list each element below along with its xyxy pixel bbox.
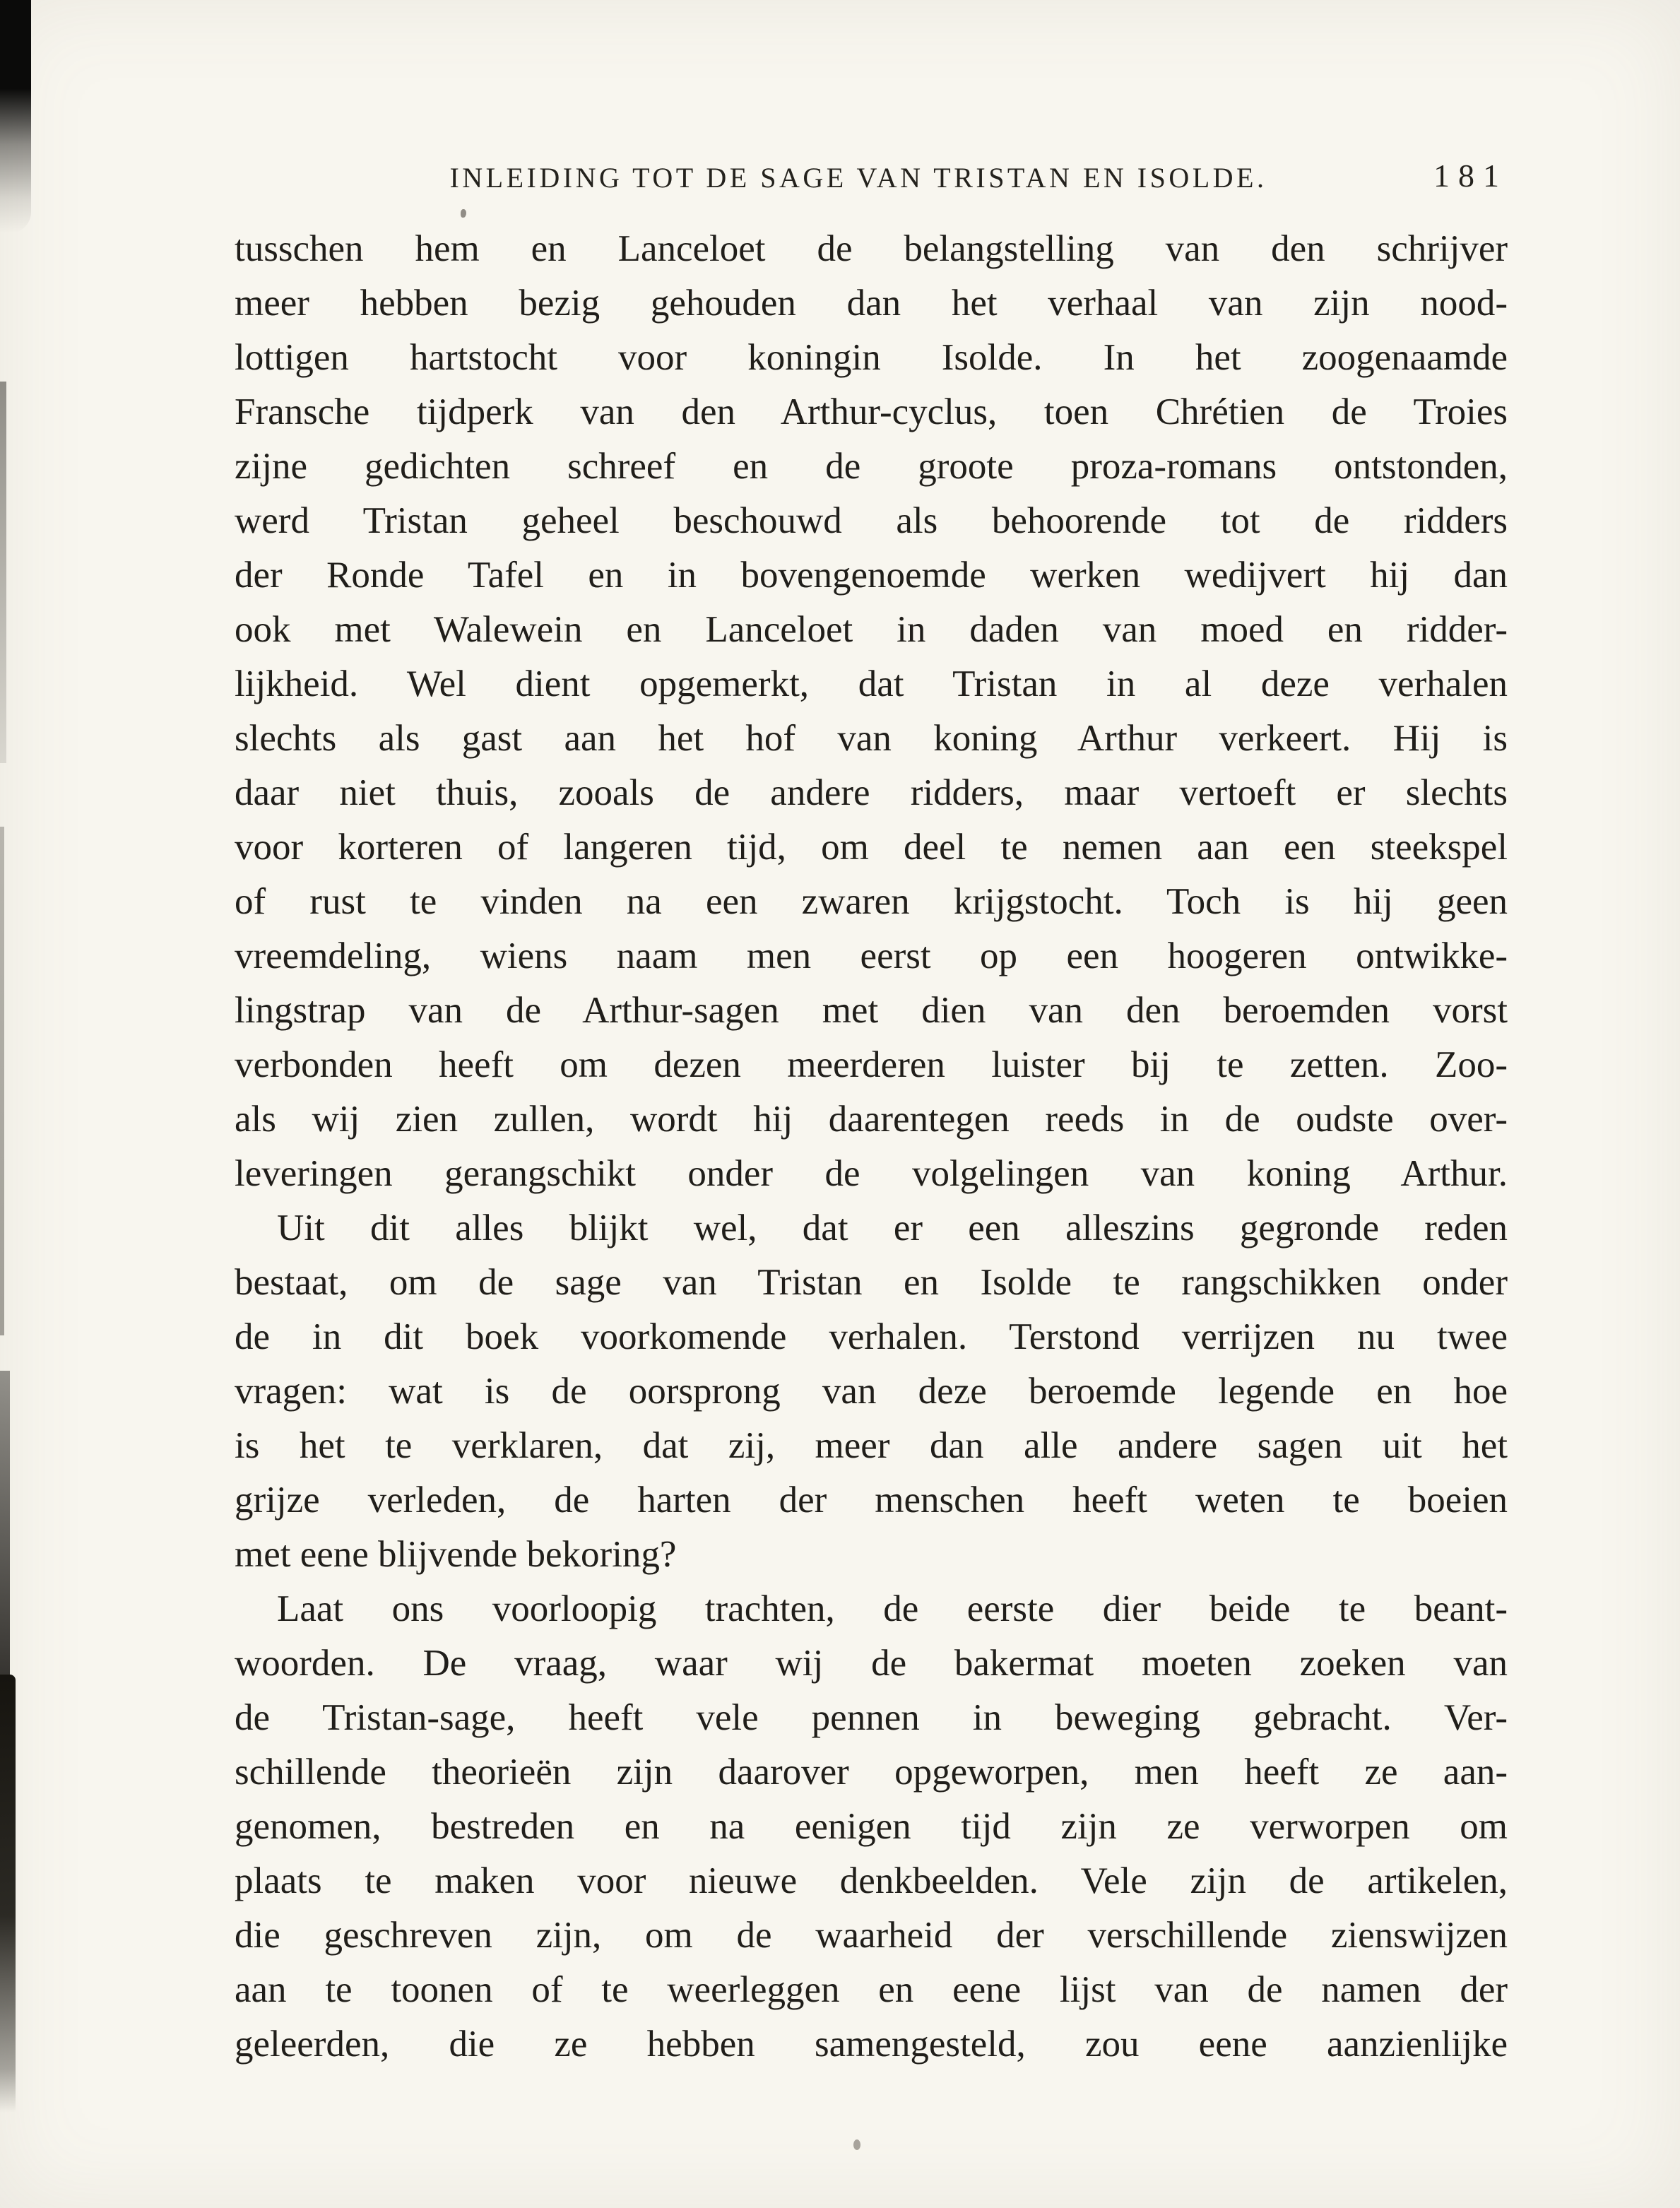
- body-text: [235, 222, 1508, 2072]
- scan-artifact-binding-top: [0, 0, 31, 233]
- scan-artifact-binding-streak: [0, 827, 4, 1335]
- text-line: meer hebben bezig gehouden dan het verhaal van zijn nood-: [235, 283, 1508, 324]
- text-line: ook met Walewein en Lanceloet in daden van moed en ridder-: [235, 609, 1508, 650]
- text-line: leveringen gerangschikt onder de volgelingen van koning Arthur.: [235, 1153, 1508, 1194]
- text-line: als wij zien zullen, wordt hij daarentegen reeds in de oudste over-: [235, 1099, 1508, 1140]
- chapter-title: INLEIDING TOT DE SAGE VAN TRISTAN EN ISOLDE.: [449, 162, 1267, 194]
- paragraph: [235, 1201, 1508, 1582]
- text-line: werd Tristan geheel beschouwd als behoorende tot de ridders: [235, 500, 1508, 541]
- text-line: woorden. De vraag, waar wij de bakermat moeten zoeken van: [235, 1643, 1508, 1684]
- text-line: lottigen hartstocht voor koningin Isolde. In het zoogenaamde: [235, 337, 1508, 378]
- text-line: voor korteren of langeren tijd, om deel te nemen aan een steekspel: [235, 827, 1508, 868]
- text-line: de in dit boek voorkomende verhalen. Terstond verrijzen nu twee: [235, 1316, 1508, 1357]
- scan-artifact-speck: [853, 2139, 860, 2150]
- text-line: vreemdeling, wiens naam men eerst op een hoogeren ontwikke-: [235, 935, 1508, 976]
- text-line: daar niet thuis, zooals de andere ridders, maar vertoeft er slechts: [235, 772, 1508, 813]
- text-line: die geschreven zijn, om de waarheid der verschillende zienswijzen: [235, 1915, 1508, 1956]
- text-line: slechts als gast aan het hof van koning Arthur verkeert. Hij is: [235, 718, 1508, 759]
- text-line: schillende theorieën zijn daarover opgeworpen, men heeft ze aan-: [235, 1752, 1508, 1793]
- paragraph: [235, 1582, 1508, 2072]
- text-line: plaats te maken voor nieuwe denkbeelden. Vele zijn de artikelen,: [235, 1860, 1508, 1901]
- text-line: grijze verleden, de harten der menschen heeft weten te boeien: [235, 1480, 1508, 1521]
- scan-artifact-binding-streak: [0, 382, 6, 763]
- text-line: de Tristan-sage, heeft vele pennen in beweging gebracht. Ver-: [235, 1697, 1508, 1738]
- text-line: met eene blijvende bekoring?: [235, 1534, 677, 1575]
- text-line: of rust te vinden na een zwaren krijgstocht. Toch is hij geen: [235, 881, 1508, 922]
- text-line: Laat ons voorloopig trachten, de eerste dier beide te beant-: [277, 1588, 1508, 1629]
- paragraph: [235, 222, 1508, 1201]
- text-line: tusschen hem en Lanceloet de belangstelling van den schrijver: [235, 228, 1508, 269]
- text-line: verbonden heeft om dezen meerderen luister bij te zetten. Zoo-: [235, 1044, 1508, 1085]
- running-head: [235, 157, 1508, 201]
- text-line: bestaat, om de sage van Tristan en Isolde te rangschikken onder: [235, 1262, 1508, 1303]
- text-line: vragen: wat is de oorsprong van deze beroemde legende en hoe: [235, 1371, 1508, 1412]
- text-line: Fransche tijdperk van den Arthur-cyclus, toen Chrétien de Troies: [235, 391, 1508, 432]
- text-line: genomen, bestreden en na eenigen tijd zijn ze verworpen om: [235, 1806, 1508, 1847]
- text-line: aan te toonen of te weerleggen en eene lijst van de namen der: [235, 1969, 1508, 2010]
- scan-artifact-binding-streak: [0, 1371, 10, 1675]
- text-line: geleerden, die ze hebben samengesteld, zou eene aanzienlijke: [235, 2024, 1508, 2065]
- text-line: zijne gedichten schreef en de groote proza-romans ontstonden,: [235, 446, 1508, 487]
- text-line: Uit dit alles blijkt wel, dat er een alleszins gegronde reden: [277, 1208, 1508, 1248]
- text-line: der Ronde Tafel en in bovengenoemde werken wedijvert hij dan: [235, 555, 1508, 596]
- scan-artifact-speck: [461, 209, 466, 218]
- scan-artifact-binding-bottom: [0, 1675, 16, 2113]
- page-number: 181: [1433, 158, 1508, 194]
- text-line: is het te verklaren, dat zij, meer dan alle andere sagen uit het: [235, 1425, 1508, 1466]
- text-line: lingstrap van de Arthur-sagen met dien van den beroemden vorst: [235, 990, 1508, 1031]
- text-line: lijkheid. Wel dient opgemerkt, dat Tristan in al deze verhalen: [235, 663, 1508, 704]
